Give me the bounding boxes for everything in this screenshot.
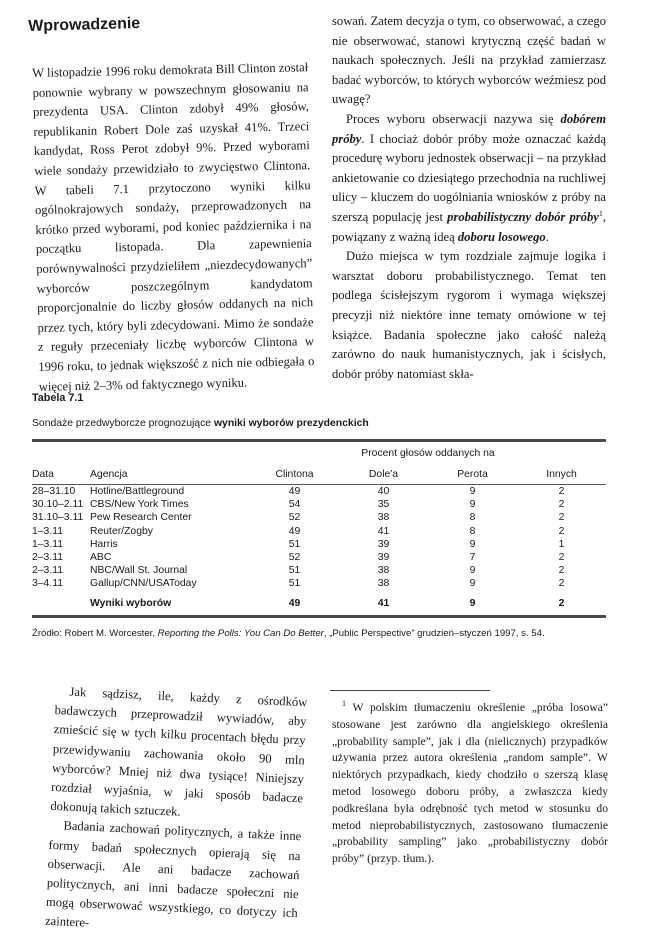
cell-agency: Harris — [90, 538, 118, 550]
col-header: Agencja — [90, 468, 128, 480]
footnote-rule — [330, 690, 490, 691]
cell-clinton: 49 — [288, 486, 301, 497]
cell-date: 2–3.11 — [32, 565, 64, 577]
cell-agency: ABC — [90, 552, 112, 564]
chapter-logic-paragraph: Dużo miejsca w tym rozdziale zajmuje logika i warsztat doboru probabilistycznego. Temat ten podlega ścisłejszym rygorom i wymaga większej precyzji niż niektóre inne tematy omówione w tej książce. Badania społeczne jako całość należą zarówno do nauk humanistycznych, jak i ścisłych, dobór próby natomiast skła- — [332, 249, 606, 381]
table-7-1 — [32, 392, 606, 639]
cell-perot: 9 — [469, 499, 476, 511]
cell-date: 1–3.11 — [32, 525, 64, 537]
cell-perot: 9 — [469, 486, 476, 497]
cell-date: 1–3.11 — [32, 538, 64, 550]
intro-paragraph: W listopadzie 1996 roku demokrata Bill Clinton został ponownie wybrany w powszechnym głosowaniu na prezydenta USA. Clinton zdobył 49% głosów, republikanin Robert Dole zaś uzyskał 41%. Trzeci kandydat, Ross Perot zdobył 9%. Przed wyborami wiele sondaży przewidziało to zwycięstwo Clintona. W tabeli 7.1 przytoczono wyniki kilku ogólnokrajowych sondaży, przeprowadzonych na krótko przed wyborami, pod koniec października i na początku listopada. Dla zapewnienia porównywalności przydzieliłem „niezdecydowanych” wyborców poszczególnym kandydatom proporcjonalnie do liczby głosów oddanych na nich przez tych, który byli zdecydowani. Mimo że sondaże z reguły przeceniały liczbę wyborców Clintona w 1996 roku, to jednak większość z nich nie odbiegała o więcej niż 2–3% od faktycznego wyniku. — [32, 60, 315, 394]
right-column-top — [332, 12, 606, 384]
cell-agency: NBC/Wall St. Journal — [90, 565, 188, 577]
group-header: Procent głosów oddanych na — [361, 447, 495, 459]
footnote-ref: 1 — [598, 208, 603, 218]
table-row — [32, 525, 606, 538]
footnote-text: W polskim tłumaczeniu określenie „próba losowa” stosowane jest zarówno dla angielskiego określenia „probability sample”, jak i dla (nielicznych) przypadków używania przez autora określenia „random sample”. W niektórych przypadkach, kiedy chodziło o szerszą klasę metod losowego doboru próby, a zwłaszcza kiedy podkreślana była odrębność tych metod w stosunku do metod nieprobabilistycznych, zastosowano tłumaczenie „probability sampling” jako „probabilistyczny dobór próby” (przyp. tłum.). — [332, 701, 608, 866]
cell-perot: 9 — [469, 538, 476, 550]
cell-clinton: 49 — [288, 525, 301, 537]
cell-clinton: 54 — [288, 499, 301, 511]
cell-date: 28–31.10 — [32, 486, 76, 497]
poll-table — [32, 442, 606, 609]
cell-other: 2 — [558, 578, 565, 590]
cell-agency: Gallup/CNN/USAToday — [90, 578, 197, 590]
table-body — [32, 485, 606, 591]
cell-dole: 38 — [377, 512, 390, 524]
table-row — [32, 538, 606, 551]
term-sampling: dobórem próby — [332, 111, 606, 146]
cell-clinton: 51 — [288, 565, 301, 577]
total-value: 9 — [469, 597, 476, 609]
cell-clinton: 51 — [288, 538, 301, 550]
cell-other: 2 — [558, 552, 565, 564]
cell-date: 2–3.11 — [32, 552, 64, 564]
cell-perot: 9 — [469, 578, 476, 590]
total-value: 49 — [288, 597, 301, 609]
cell-dole: 39 — [377, 552, 390, 564]
cell-date: 31.10–3.11 — [32, 512, 84, 524]
cell-other: 1 — [558, 538, 565, 550]
cell-agency: Pew Research Center — [90, 512, 192, 524]
cell-other: 2 — [558, 486, 565, 497]
cell-other: 2 — [558, 525, 565, 537]
cell-agency: Hotline/Battleground — [90, 486, 185, 497]
cell-perot: 8 — [469, 512, 476, 524]
table-row — [32, 577, 606, 590]
col-header: Clintona — [275, 468, 314, 480]
total-row — [32, 591, 606, 609]
col-header: Data — [32, 468, 54, 480]
col-header: Innych — [546, 468, 577, 480]
col-header: Dole'a — [368, 468, 399, 480]
cell-dole: 38 — [377, 565, 390, 577]
question-paragraph: Jak sądzisz, ile, każdy z ośrodków badawczych przeprowadził wywiadów, aby zmieścić się w tych kilku procentach błędu przy przewidywaniu zachowania około 90 mln wyborców? Mniej niż dwa tysiące! Niniejszy rozdział wyjaśnia, w jaki sposób badacze dokonują takich sztuczek. — [50, 684, 308, 820]
col-header: Perota — [457, 468, 488, 480]
cell-other: 2 — [558, 512, 565, 524]
cell-clinton: 51 — [288, 578, 301, 590]
footnote-mark: 1 — [342, 699, 346, 709]
cell-date: 30.10–2.11 — [32, 499, 84, 511]
total-label: Wyniki wyborów — [90, 597, 172, 609]
sampling-definition-paragraph: Proces wyboru obserwacji nazywa się dobórem próby. I chociaż dobór próby może oznaczać każdą procedurę wyboru jednostek obserwacji – na przykład ankietowanie co dziesiątego przechodnia na ruchliwej ulicy – kluczem do uogólniania wniosków z próby na szerszą populację jest probabilistyczny dobór próby$^1$, powiązany z ważną ideą doboru losowego. — [332, 111, 606, 244]
cell-agency: Reuter/Zogby — [90, 525, 153, 537]
term-random-selection: doboru losowego — [457, 229, 546, 244]
cell-dole: 38 — [377, 578, 390, 590]
continuation-paragraph: sowań. Zatem decyzja o tym, co obserwować, a czego nie obserwować, stanowi krytyczną część badań w naukach społecznych. Jeśli na przykład zamierzasz badać wyborców, to których wyborców weźmiesz pod uwagę? — [332, 14, 606, 107]
cell-dole: 40 — [377, 486, 390, 497]
cell-other: 2 — [558, 499, 565, 511]
table-row — [32, 485, 606, 498]
section-heading: Wprowadzenie — [28, 15, 141, 35]
total-value: 41 — [377, 597, 390, 609]
cell-perot: 7 — [469, 552, 476, 564]
observation-paragraph: Badania zachowań politycznych, a także inne formy badań społecznych opierają się na obserwacji. Ale ani badacze zachowań politycznych, ani inni badacze społeczni nie mogą obserwować wszystkiego, co dotyczy ich zaintere- — [44, 818, 302, 931]
footnote — [332, 700, 608, 868]
table-row — [32, 498, 606, 511]
table-header-row — [32, 464, 606, 484]
cell-date: 3–4.11 — [32, 578, 64, 590]
cell-perot: 8 — [469, 525, 476, 537]
cell-dole: 41 — [377, 525, 390, 537]
cell-clinton: 52 — [288, 512, 301, 524]
cell-clinton: 52 — [288, 552, 301, 564]
term-probability-sampling: probabilistyczny dobór próby — [447, 209, 599, 224]
cell-dole: 39 — [377, 538, 390, 550]
total-value: 2 — [558, 597, 565, 609]
table-row — [32, 564, 606, 577]
cell-other: 2 — [558, 565, 565, 577]
table-caption: Sondaże przedwyborcze prognozujące wyniki wyborów prezydenckich — [32, 418, 369, 429]
table-label: Tabela 7.1 — [32, 392, 84, 404]
cell-perot: 9 — [469, 565, 476, 577]
table-row — [32, 551, 606, 564]
table-row — [32, 511, 606, 524]
left-column-top — [32, 58, 315, 397]
table-bottom-rule — [32, 615, 606, 618]
cell-dole: 35 — [377, 499, 390, 511]
cell-agency: CBS/New York Times — [90, 499, 189, 511]
table-source: Źródło: Robert M. Worcester, Reporting the Polls: You Can Do Better, „Public Perspective” grudzień–styczeń 1997, s. 54. — [32, 627, 545, 639]
left-column-bottom — [45, 682, 308, 943]
